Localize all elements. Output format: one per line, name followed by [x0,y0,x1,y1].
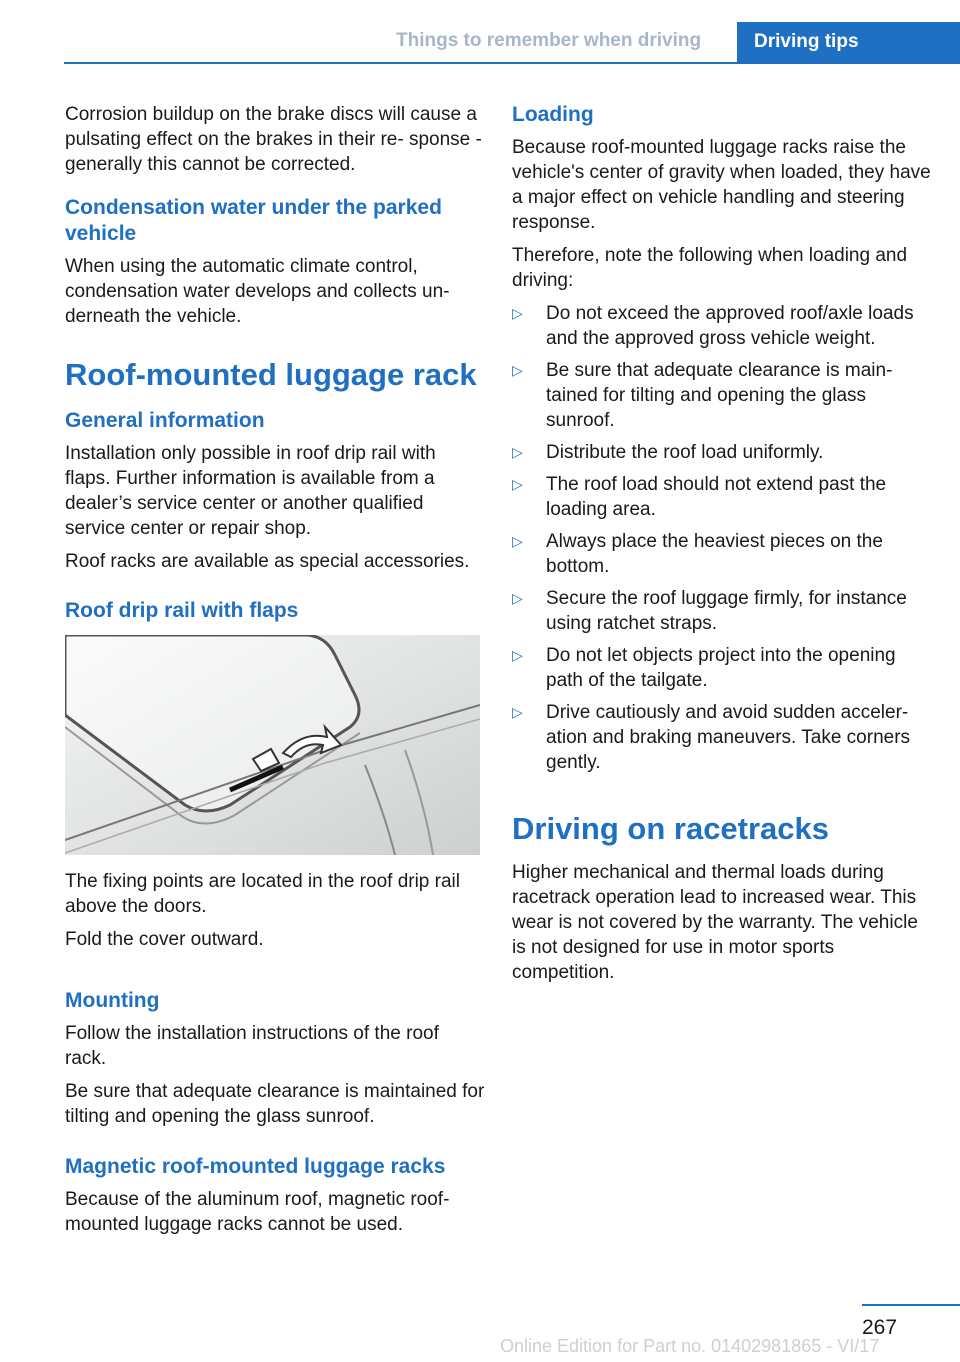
mounting-paragraph-2: Be sure that adequate clearance is maintained for tilting and opening the glass sunroof. [65,1081,485,1127]
list-item: ▷ Be sure that adequate clearance is main- tained for tilting and opening the glass sunroof. [512,360,893,431]
magnetic-rack-paragraph: Because of the aluminum roof, magnetic roof- mounted luggage racks cannot be used. [65,1189,450,1235]
racetracks-paragraph: Higher mechanical and thermal loads during racetrack operation lead to increased wear. This wear is not covered by the warranty. The vehicle is not designed for use in motor sports competition. [512,862,918,983]
triangle-bullet-icon: ▷ [512,444,523,460]
right-column [512,102,932,985]
loading-heading: Loading [512,103,594,126]
header-tab-label: Driving tips [754,31,859,52]
triangle-bullet-icon: ▷ [512,305,523,321]
drip-rail-paragraph-1: The fixing points are located in the roof drip rail above the doors. [65,871,460,917]
triangle-bullet-icon: ▷ [512,533,523,549]
magnetic-rack-heading: Magnetic roof-mounted luggage racks [65,1155,446,1178]
condensation-paragraph: When using the automatic climate control, condensation water develops and collects un- derneath the vehicle. [65,256,450,327]
triangle-bullet-icon: ▷ [512,647,523,663]
edition-footer: Online Edition for Part no. 01402981865 - VI/17 [500,1336,880,1356]
list-item: ▷ Drive cautiously and avoid sudden acceler- ation and braking maneuvers. Take corners gently. [512,702,911,773]
loading-paragraph-2: Therefore, note the following when loading and driving: [512,245,908,291]
drip-rail-heading: Roof drip rail with flaps [65,599,299,622]
general-info-paragraph-1: Installation only possible in roof drip rail with flaps. Further information is available from a dealer’s service center or another qualified service center or repair shop. [65,443,436,539]
triangle-bullet-icon: ▷ [512,476,523,492]
page-number: 267 [862,1316,898,1339]
left-column [65,102,485,1237]
list-item: ▷ Always place the heaviest pieces on the bottom. [512,531,883,577]
list-item: ▷ The roof load should not extend past the loading area. [512,474,887,520]
general-info-paragraph-2: Roof racks are available as special accessories. [65,551,470,572]
condensation-heading: Condensation water under the parked vehicle [65,196,442,245]
roof-drip-rail-drawing [65,635,480,855]
mounting-heading: Mounting [65,989,160,1012]
drip-rail-paragraph-2: Fold the cover outward. [65,929,264,950]
list-item: ▷ Distribute the roof load uniformly. [512,442,824,463]
header-tab-driving-tips[interactable] [737,22,960,63]
roof-rack-heading: Roof-mounted luggage rack [65,357,477,392]
list-item: ▷ Do not exceed the approved roof/axle loads and the approved gross vehicle weight. [512,303,914,349]
list-item: ▷ Do not let objects project into the opening path of the tailgate. [512,645,896,691]
loading-tips-list [512,301,932,775]
triangle-bullet-icon: ▷ [512,704,523,720]
list-item: ▷ Secure the roof luggage firmly, for instance using ratchet straps. [512,588,907,634]
intro-paragraph: Corrosion buildup on the brake discs will cause a pulsating effect on the brakes in their re- sponse - generally this cannot be corrected. [65,104,482,175]
general-info-heading: General information [65,409,265,432]
triangle-bullet-icon: ▷ [512,362,523,378]
roof-drip-rail-illustration [65,635,480,855]
loading-paragraph-1: Because roof-mounted luggage racks raise the vehicle's center of gravity when loaded, they have a major effect on vehicle handling and steering response. [512,137,931,233]
racetracks-heading: Driving on racetracks [512,811,830,846]
triangle-bullet-icon: ▷ [512,590,523,606]
footer-rule [862,1304,960,1306]
header-section-title[interactable]: Things to remember when driving [396,30,702,51]
mounting-paragraph-1: Follow the installation instructions of the roof rack. [65,1023,439,1069]
